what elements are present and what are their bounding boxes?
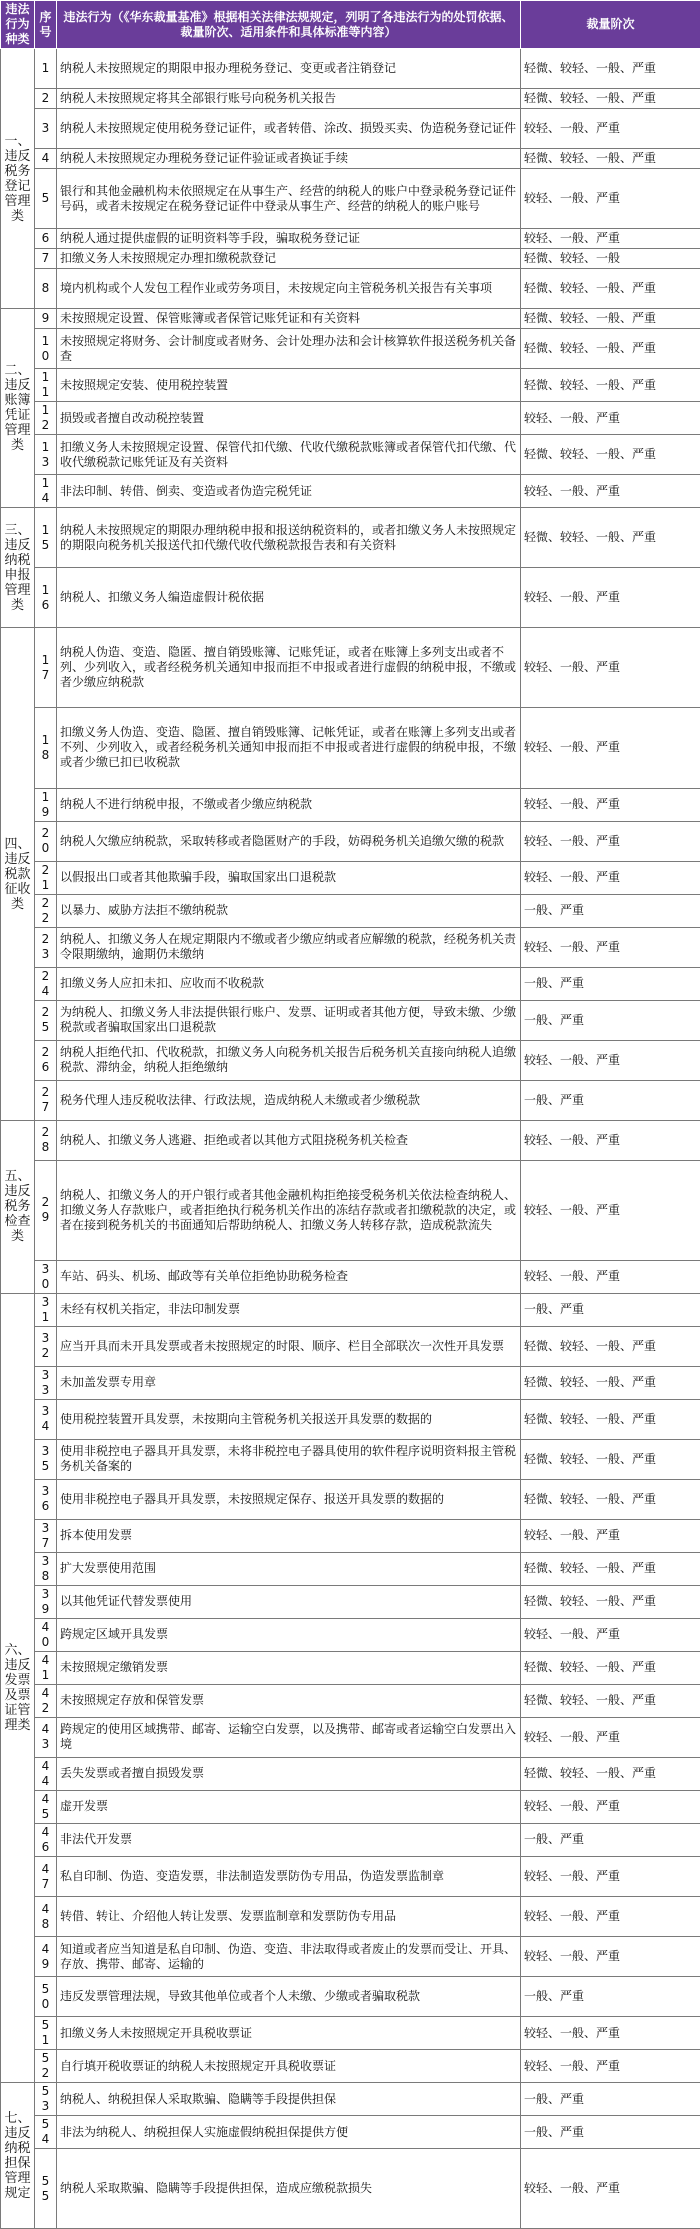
table-row [1,1120,700,1160]
row-number: 26 [35,1040,57,1080]
table-row [1,927,700,967]
table-row [1,1977,700,2017]
table-row [1,475,700,508]
levels-text: 较轻、一般、严重 [521,169,700,229]
header-category: 违法行为种类 [1,1,35,49]
table-row [1,1000,700,1040]
levels-text: 较轻、一般、严重 [521,708,700,788]
levels-text: 一般、严重 [521,2083,700,2116]
table-row [1,568,700,628]
table-row [1,1519,700,1552]
row-number: 32 [35,1326,57,1366]
table-row [1,1618,700,1651]
row-number: 16 [35,568,57,628]
row-number: 12 [35,402,57,435]
levels-text: 较轻、一般、严重 [521,1856,700,1896]
levels-text: 轻微、较轻、一般、严重 [521,508,700,568]
row-number: 15 [35,508,57,568]
levels-text: 较轻、一般、严重 [521,788,700,821]
table-row [1,329,700,369]
table-row [1,1684,700,1717]
conduct-text: 纳税人采取欺骗、隐瞒等手段提供担保，造成应缴税款损失 [57,2149,521,2229]
conduct-text: 境内机构或个人发包工程作业或劳务项目，未按规定向主管税务机关报告有关事项 [57,269,521,309]
table-row [1,1790,700,1823]
conduct-text: 扩大发票使用范围 [57,1552,521,1585]
table-row [1,1399,700,1439]
conduct-text: 纳税人、扣缴义务人编造虚假计税依据 [57,568,521,628]
conduct-text: 非法印制、转借、倒卖、变造或者伪造完税凭证 [57,475,521,508]
conduct-text: 纳税人未按照规定的期限申报办理税务登记、变更或者注销登记 [57,49,521,89]
levels-text: 一般、严重 [521,1000,700,1040]
row-number: 46 [35,1823,57,1856]
table-row [1,1823,700,1856]
levels-text: 轻微、较轻、一般、严重 [521,89,700,109]
conduct-text: 应当开具而未开具发票或者未按照规定的时限、顺序、栏目全部联次一次性开具发票 [57,1326,521,1366]
conduct-text: 纳税人、纳税担保人采取欺骗、隐瞒等手段提供担保 [57,2083,521,2116]
conduct-text: 非法为纳税人、纳税担保人实施虚假纳税担保提供方便 [57,2116,521,2149]
conduct-text: 损毁或者擅自改动税控装置 [57,402,521,435]
row-number: 54 [35,2116,57,2149]
levels-text: 轻微、较轻、一般、严重 [521,269,700,309]
levels-text: 一般、严重 [521,1823,700,1856]
table-row [1,1897,700,1937]
levels-text: 较轻、一般、严重 [521,1717,700,1757]
conduct-text: 纳税人未按照规定的期限办理纳税申报和报送纳税资料的，或者扣缴义务人未按照规定的期限向税务机关报送代扣代缴代收代缴税款报告表和有关资料 [57,508,521,568]
table-row [1,861,700,894]
table-row [1,369,700,402]
row-number: 28 [35,1120,57,1160]
conduct-text: 私自印制、伪造、变造发票，非法制造发票防伪专用品，伪造发票监制章 [57,1856,521,1896]
conduct-text: 纳税人未按照规定将其全部银行账号向税务机关报告 [57,89,521,109]
table-row [1,249,700,269]
row-number: 17 [35,628,57,708]
conduct-text: 纳税人、扣缴义务人逃避、拒绝或者以其他方式阻挠税务机关检查 [57,1120,521,1160]
row-number: 40 [35,1618,57,1651]
levels-text: 较轻、一般、严重 [521,1618,700,1651]
table-row [1,1080,700,1120]
levels-text: 轻微、较轻、一般、严重 [521,1651,700,1684]
category-cell: 五、违反税务检查类 [1,1120,35,1293]
table-row [1,2116,700,2149]
levels-text: 较轻、一般、严重 [521,1519,700,1552]
row-number: 37 [35,1519,57,1552]
table-row [1,229,700,249]
conduct-text: 以暴力、威胁方法拒不缴纳税款 [57,894,521,927]
table-row [1,1937,700,1977]
table-row [1,2017,700,2050]
conduct-text: 未按照规定将财务、会计制度或者财务、会计处理办法和会计核算软件报送税务机关备查 [57,329,521,369]
category-cell: 六、违反发票及票证管理类 [1,1293,35,2082]
conduct-text: 纳税人拒绝代扣、代收税款，扣缴义务人向税务机关报告后税务机关直接向纳税人追缴税款、滞纳金，纳税人拒绝缴纳 [57,1040,521,1080]
conduct-text: 跨规定的使用区域携带、邮寄、运输空白发票，以及携带、邮寄或者运输空白发票出入境 [57,1717,521,1757]
row-number: 41 [35,1651,57,1684]
table-row [1,788,700,821]
row-number: 35 [35,1439,57,1479]
levels-text: 轻微、较轻、一般、严重 [521,49,700,89]
levels-text: 一般、严重 [521,1080,700,1120]
levels-text: 轻微、较轻、一般、严重 [521,1585,700,1618]
levels-text: 较轻、一般、严重 [521,1120,700,1160]
table-row [1,894,700,927]
conduct-text: 未按照规定设置、保管账簿或者保管记账凭证和有关资料 [57,309,521,329]
conduct-text: 以其他凭证代替发票使用 [57,1585,521,1618]
table-row [1,1293,700,1326]
conduct-text: 丢失发票或者擅自损毁发票 [57,1757,521,1790]
row-number: 27 [35,1080,57,1120]
table-row [1,1717,700,1757]
conduct-text: 转借、转让、介绍他人转让发票、发票监制章和发票防伪专用品 [57,1897,521,1937]
levels-text: 轻微、较轻、一般、严重 [521,369,700,402]
levels-text: 较轻、一般、严重 [521,927,700,967]
conduct-text: 未加盖发票专用章 [57,1366,521,1399]
conduct-text: 未按照规定安装、使用税控装置 [57,369,521,402]
levels-text: 轻微、较轻、一般、严重 [521,329,700,369]
conduct-text: 纳税人、扣缴义务人在规定期限内不缴或者少缴应纳或者应解缴的税款，经税务机关责令限期缴纳，逾期仍未缴纳 [57,927,521,967]
table-row [1,821,700,861]
conduct-text: 使用非税控电子器具开具发票，未按照规定保存、报送开具发票的数据的 [57,1479,521,1519]
table-row [1,1439,700,1479]
levels-text: 较轻、一般、严重 [521,2050,700,2083]
table-row [1,1585,700,1618]
levels-text: 一般、严重 [521,967,700,1000]
table-row [1,1040,700,1080]
conduct-text: 使用税控装置开具发票，未按期向主管税务机关报送开具发票的数据的 [57,1399,521,1439]
row-number: 29 [35,1160,57,1260]
table-row [1,269,700,309]
levels-text: 较轻、一般、严重 [521,1937,700,1977]
header-levels: 裁量阶次 [521,1,700,49]
conduct-text: 纳税人伪造、变造、隐匿、擅自销毁账簿、记账凭证，或者在账簿上多列支出或者不列、少列收入，或者经税务机关通知申报而拒不申报或者进行虚假的纳税申报，不缴或者少缴应纳税款 [57,628,521,708]
conduct-text: 自行填开税收票证的纳税人未按照规定开具税收票证 [57,2050,521,2083]
levels-text: 较轻、一般、严重 [521,229,700,249]
conduct-text: 扣缴义务人未按照规定开具税收票证 [57,2017,521,2050]
levels-text: 一般、严重 [521,1977,700,2017]
table-row [1,967,700,1000]
table-row [1,1479,700,1519]
conduct-text: 为纳税人、扣缴义务人非法提供银行账户、发票、证明或者其他方便，导致未缴、少缴税款或者骗取国家出口退税款 [57,1000,521,1040]
category-cell: 四、违反税款征收类 [1,628,35,1120]
conduct-text: 虚开发票 [57,1790,521,1823]
table-row [1,1651,700,1684]
levels-text: 较轻、一般、严重 [521,861,700,894]
row-number: 23 [35,927,57,967]
conduct-text: 扣缴义务人伪造、变造、隐匿、擅自销毁账簿、记帐凭证，或者在账簿上多列支出或者不列、少列收入，或者经税务机关通知申报而拒不申报或者进行虚假的纳税申报，不缴或者少缴已扣已收税款 [57,708,521,788]
conduct-text: 违反发票管理法规，导致其他单位或者个人未缴、少缴或者骗取税款 [57,1977,521,2017]
row-number: 45 [35,1790,57,1823]
row-number: 30 [35,1260,57,1293]
conduct-text: 未按照规定存放和保管发票 [57,1684,521,1717]
levels-text: 一般、严重 [521,2116,700,2149]
conduct-text: 使用非税控电子器具开具发票，未将非税控电子器具使用的软件程序说明资料报主管税务机关备案的 [57,1439,521,1479]
row-number: 47 [35,1856,57,1896]
conduct-text: 跨规定区域开具发票 [57,1618,521,1651]
table-row [1,508,700,568]
levels-text: 轻微、较轻、一般、严重 [521,1366,700,1399]
table-row [1,109,700,149]
row-number: 8 [35,269,57,309]
conduct-text: 纳税人未按照规定使用税务登记证件，或者转借、涂改、损毁买卖、伪造税务登记证件 [57,109,521,149]
row-number: 10 [35,329,57,369]
conduct-text: 知道或者应当知道是私自印制、伪造、变造、非法取得或者废止的发票而受让、开具、存放、携带、邮寄、运输的 [57,1937,521,1977]
table-row [1,435,700,475]
conduct-text: 非法代开发票 [57,1823,521,1856]
conduct-text: 纳税人、扣缴义务人的开户银行或者其他金融机构拒绝接受税务机关依法检查纳税人、扣缴义务人存款账户，或者拒绝执行税务机关作出的冻结存款或者扣缴税款的决定，或者在接到税务机关的书面通知后帮助纳税人、扣缴义务人转移存款，造成税款流失 [57,1160,521,1260]
conduct-text: 银行和其他金融机构未依照规定在从事生产、经营的纳税人的账户中登录税务登记证件号码，或者未按规定在税务登记证件中登录从事生产、经营的纳税人的账户账号 [57,169,521,229]
levels-text: 轻微、较轻、一般、严重 [521,1552,700,1585]
row-number: 25 [35,1000,57,1040]
conduct-text: 纳税人未按照规定办理税务登记证件验证或者换证手续 [57,149,521,169]
row-number: 1 [35,49,57,89]
levels-text: 较轻、一般、严重 [521,402,700,435]
row-number: 36 [35,1479,57,1519]
levels-text: 较轻、一般、严重 [521,1897,700,1937]
table-row [1,309,700,329]
levels-text: 轻微、较轻、一般、严重 [521,1684,700,1717]
levels-text: 轻微、较轻、一般、严重 [521,435,700,475]
row-number: 21 [35,861,57,894]
conduct-text: 纳税人不进行纳税申报，不缴或者少缴应纳税款 [57,788,521,821]
row-number: 51 [35,2017,57,2050]
row-number: 13 [35,435,57,475]
row-number: 2 [35,89,57,109]
row-number: 24 [35,967,57,1000]
table-row [1,1856,700,1896]
row-number: 39 [35,1585,57,1618]
table-row [1,149,700,169]
levels-text: 较轻、一般、严重 [521,475,700,508]
table-row [1,708,700,788]
conduct-text: 以假报出口或者其他欺骗手段，骗取国家出口退税款 [57,861,521,894]
row-number: 14 [35,475,57,508]
row-number: 9 [35,309,57,329]
table-row [1,1366,700,1399]
row-number: 55 [35,2149,57,2229]
row-number: 19 [35,788,57,821]
row-number: 53 [35,2083,57,2116]
levels-text: 较轻、一般、严重 [521,1260,700,1293]
header-seq: 序号 [35,1,57,49]
table-row [1,1552,700,1585]
row-number: 6 [35,229,57,249]
levels-text: 较轻、一般、严重 [521,1040,700,1080]
row-number: 4 [35,149,57,169]
levels-text: 一般、严重 [521,894,700,927]
header-row [1,1,700,49]
table-row [1,2083,700,2116]
levels-text: 轻微、较轻、一般 [521,249,700,269]
category-cell: 三、违反纳税申报管理类 [1,508,35,628]
levels-text: 轻微、较轻、一般、严重 [521,149,700,169]
levels-text: 较轻、一般、严重 [521,1790,700,1823]
conduct-text: 拆本使用发票 [57,1519,521,1552]
table-row [1,1160,700,1260]
table-row [1,402,700,435]
table-row [1,2149,700,2229]
table-row [1,169,700,229]
levels-text: 一般、严重 [521,1293,700,1326]
row-number: 20 [35,821,57,861]
row-number: 33 [35,1366,57,1399]
table-row [1,2050,700,2083]
conduct-text: 车站、码头、机场、邮政等有关单位拒绝协助税务检查 [57,1260,521,1293]
table-row [1,1326,700,1366]
levels-text: 轻微、较轻、一般、严重 [521,1399,700,1439]
conduct-text: 扣缴义务人应扣未扣、应收而不收税款 [57,967,521,1000]
table-body [1,49,700,2229]
conduct-text: 未经有权机关指定，非法印制发票 [57,1293,521,1326]
table-row [1,89,700,109]
conduct-text: 未按照规定缴销发票 [57,1651,521,1684]
row-number: 38 [35,1552,57,1585]
conduct-text: 纳税人欠缴应纳税款，采取转移或者隐匿财产的手段，妨碍税务机关追缴欠缴的税款 [57,821,521,861]
row-number: 50 [35,1977,57,2017]
row-number: 49 [35,1937,57,1977]
table-row [1,1260,700,1293]
conduct-text: 扣缴义务人未按照规定办理扣缴税款登记 [57,249,521,269]
row-number: 34 [35,1399,57,1439]
levels-text: 轻微、较轻、一般、严重 [521,309,700,329]
levels-text: 较轻、一般、严重 [521,109,700,149]
levels-text: 轻微、较轻、一般、严重 [521,1757,700,1790]
row-number: 42 [35,1684,57,1717]
conduct-text: 扣缴义务人未按照规定设置、保管代扣代缴、代收代缴税款账簿或者保管代扣代缴、代收代缴税款记账凭证及有关资料 [57,435,521,475]
row-number: 52 [35,2050,57,2083]
levels-text: 轻微、较轻、一般、严重 [521,1439,700,1479]
category-cell: 七、违反纳税担保管理规定 [1,2083,35,2229]
levels-text: 较轻、一般、严重 [521,1160,700,1260]
row-number: 22 [35,894,57,927]
row-number: 43 [35,1717,57,1757]
table-row [1,49,700,89]
row-number: 11 [35,369,57,402]
levels-text: 较轻、一般、严重 [521,2017,700,2050]
table-row [1,1757,700,1790]
levels-text: 较轻、一般、严重 [521,2149,700,2229]
conduct-text: 纳税人通过提供虚假的证明资料等手段，骗取税务登记证 [57,229,521,249]
row-number: 48 [35,1897,57,1937]
levels-text: 较轻、一般、严重 [521,568,700,628]
levels-text: 较轻、一般、严重 [521,628,700,708]
levels-text: 轻微、较轻、一般、严重 [521,1479,700,1519]
row-number: 44 [35,1757,57,1790]
table-row [1,628,700,708]
category-cell: 二、违反账簿凭证管理类 [1,309,35,508]
row-number: 3 [35,109,57,149]
header-conduct: 违法行为（《华东裁量基准》根据相关法律法规规定，列明了各违法行为的处罚依据、裁量阶次、适用条件和具体标准等内容） [57,1,521,49]
levels-text: 较轻、一般、严重 [521,821,700,861]
conduct-text: 税务代理人违反税收法律、行政法规，造成纳税人未缴或者少缴税款 [57,1080,521,1120]
row-number: 18 [35,708,57,788]
row-number: 31 [35,1293,57,1326]
category-cell: 一、违反税务登记管理类 [1,49,35,309]
levels-text: 轻微、较轻、一般、严重 [521,1326,700,1366]
row-number: 7 [35,249,57,269]
row-number: 5 [35,169,57,229]
